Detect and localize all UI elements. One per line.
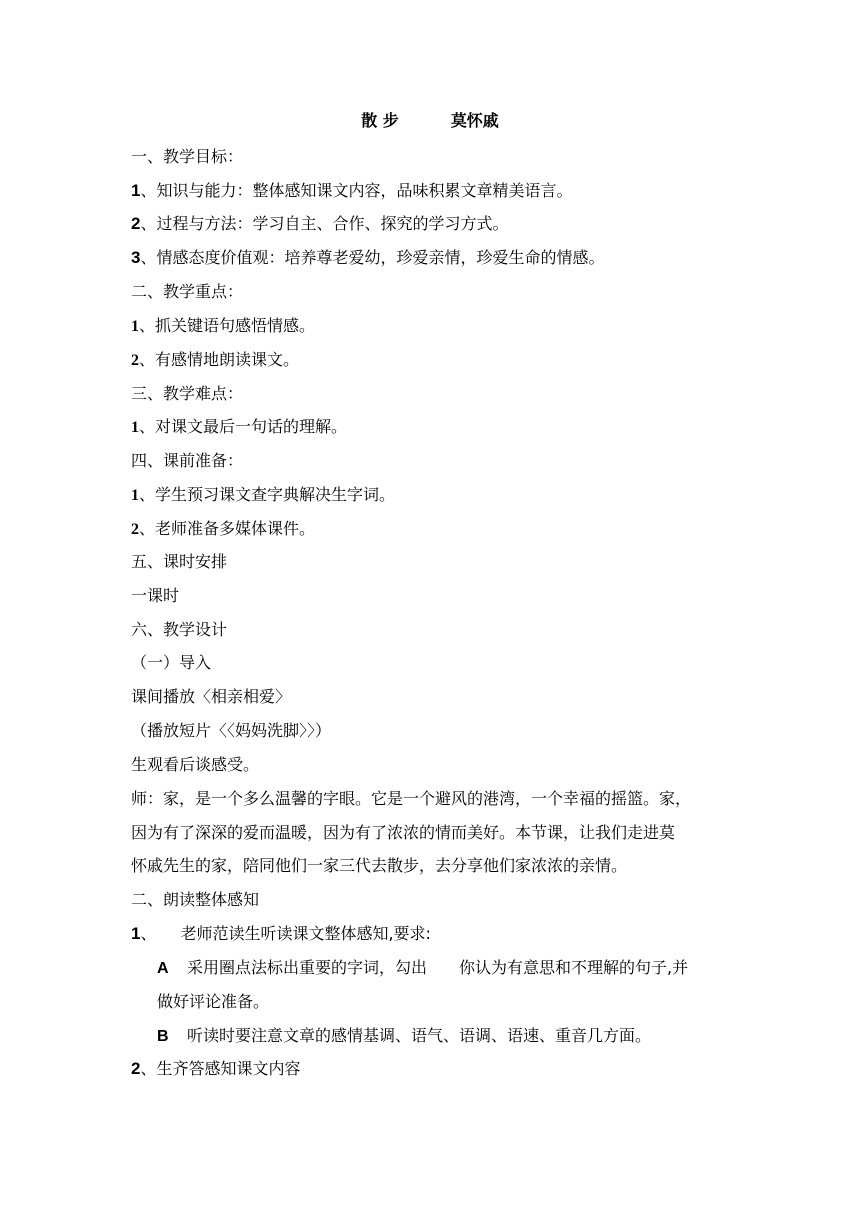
item-number: 2 <box>131 352 139 369</box>
title-author: 莫怀戚 <box>450 111 499 130</box>
item-text: 采用圈点法标出重要的字词，勾出 你认为有意思和不理解的句子,并 <box>187 958 689 977</box>
section-heading-reading: 二、朗读整体感知 <box>131 890 260 909</box>
section-heading-key-points: 二、教学重点： <box>131 282 244 301</box>
item-letter: B <box>157 1028 169 1045</box>
requirement-item-a-continued: 做好评论准备。 <box>157 992 270 1011</box>
item-text: 、学生预习课文查字典解决生字词。 <box>139 485 396 504</box>
item-number: 2 <box>131 214 141 233</box>
item-number: 3 <box>131 248 141 267</box>
document-title <box>0 110 860 132</box>
section-heading-design: 六、教学设计 <box>131 620 228 639</box>
item-text: 、过程与方法：学习自主、合作、探究的学习方式。 <box>140 214 509 233</box>
section-heading-objectives: 一、教学目标： <box>131 147 244 166</box>
body-line: 课间播放〈相亲相爱〉 <box>131 687 292 706</box>
item-number: 1 <box>131 419 139 436</box>
schedule-text: 一课时 <box>131 586 180 605</box>
reading-item-1 <box>131 923 431 945</box>
item-text: 、 老师范读生听读课文整体感知,要求: <box>140 924 431 943</box>
item-text: 、知识与能力：整体感知课文内容，品味积累文章精美语言。 <box>140 181 573 200</box>
item-number: 2 <box>131 521 139 538</box>
item-text: 、对课文最后一句话的理解。 <box>139 417 348 436</box>
objective-item-1 <box>131 180 572 202</box>
body-paragraph-line: 怀戚先生的家，陪同他们一家三代去散步，去分享他们家浓浓的亲情。 <box>131 856 628 875</box>
item-text: 、抓关键语句感悟情感。 <box>139 316 316 335</box>
requirement-item-b <box>157 1025 651 1048</box>
section-heading-schedule: 五、课时安排 <box>131 552 228 571</box>
item-text: 、生齐答感知课文内容 <box>140 1059 301 1078</box>
item-number: 1 <box>131 181 141 200</box>
body-line: （播放短片〈〈妈妈洗脚〉〉） <box>131 721 332 740</box>
item-text: 听读时要注意文章的感情基调、语气、语调、语速、重音几方面。 <box>187 1026 652 1045</box>
difficulty-item-1 <box>131 416 347 439</box>
preparation-item-1 <box>131 484 395 507</box>
body-line: 生观看后谈感受。 <box>131 755 260 774</box>
item-number: 1 <box>131 318 139 335</box>
item-number: 2 <box>131 1059 141 1078</box>
item-text: 、情感态度价值观：培养尊老爱幼，珍爱亲情，珍爱生命的情感。 <box>140 248 605 267</box>
item-text: 、老师准备多媒体课件。 <box>139 519 316 538</box>
item-number: 1 <box>131 487 139 504</box>
key-point-item-2 <box>131 349 299 372</box>
key-point-item-1 <box>131 315 315 338</box>
objective-item-3 <box>131 247 604 269</box>
section-heading-preparation: 四、课前准备： <box>131 451 244 470</box>
body-paragraph-line: 因为有了深深的爱而温暖，因为有了浓浓的情而美好。本节课，让我们走进莫 <box>131 823 676 842</box>
section-heading-difficulties: 三、教学难点： <box>131 384 244 403</box>
title-main: 散 步 <box>361 111 399 130</box>
item-number: 1 <box>131 924 141 943</box>
objective-item-2 <box>131 213 508 235</box>
subsection-heading-intro: （一）导入 <box>131 653 212 672</box>
preparation-item-2 <box>131 518 315 541</box>
body-paragraph-line: 师：家，是一个多么温馨的字眼。它是一个避风的港湾，一个幸福的摇篮。家， <box>131 789 692 808</box>
item-letter: A <box>157 960 169 977</box>
reading-item-2 <box>131 1058 300 1080</box>
item-text: 、有感情地朗读课文。 <box>139 350 300 369</box>
requirement-item-a <box>157 957 688 980</box>
